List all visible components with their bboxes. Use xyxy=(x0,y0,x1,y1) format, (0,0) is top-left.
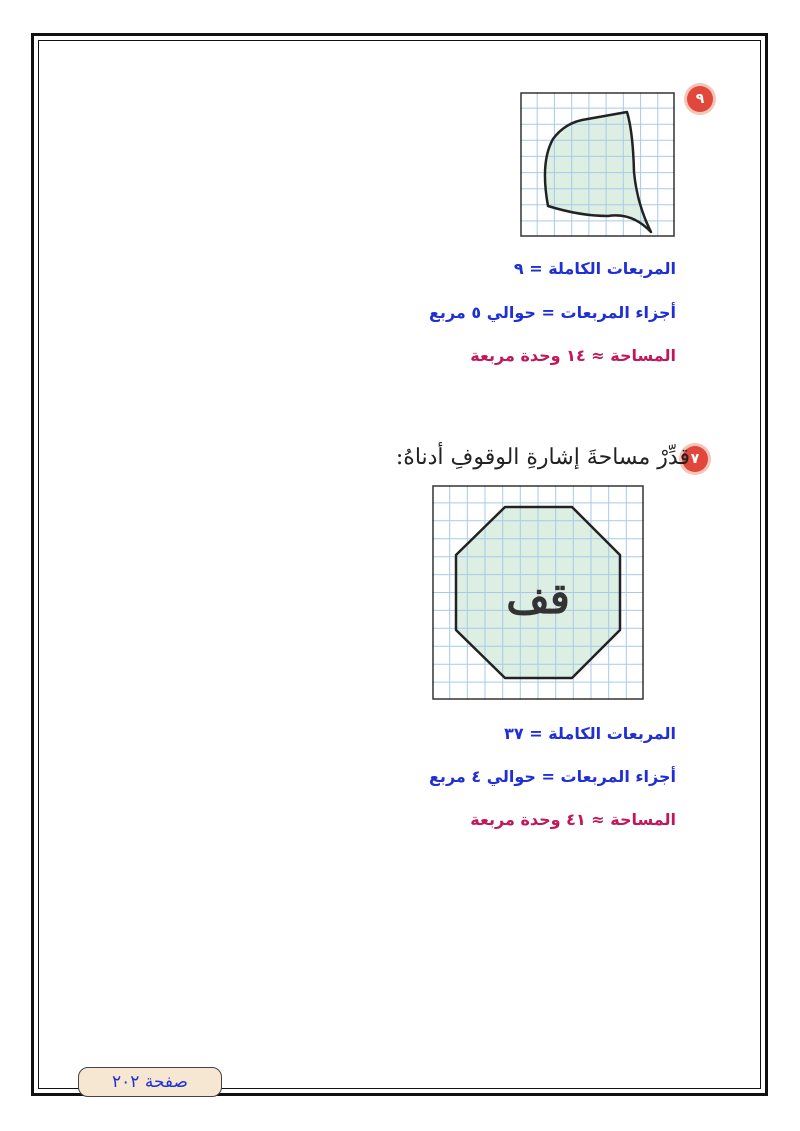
problem-7-partial-squares: أجزاء المربعات = حوالي ٤ مربع xyxy=(429,767,676,786)
problem-7-area: المساحة ≈ ٤١ وحدة مربعة xyxy=(470,810,676,829)
problem-6-area: المساحة ≈ ١٤ وحدة مربعة xyxy=(470,346,676,365)
problem-6-partial-squares: أجزاء المربعات = حوالي ٥ مربع xyxy=(429,303,676,322)
problem-7-full-squares: المربعات الكاملة = ٣٧ xyxy=(504,724,676,743)
problem-7-question: قدِّرْ مساحةَ إشارةِ الوقوفِ أدناهُ: xyxy=(395,445,690,470)
stop-sign-text: قف xyxy=(506,574,570,623)
problem-7-grid-figure xyxy=(432,485,644,700)
problem-6-grid-figure xyxy=(520,92,675,237)
problem-6-number-badge: ٩ xyxy=(687,86,713,112)
page-number-tab xyxy=(78,1067,222,1097)
problem-6-full-squares: المربعات الكاملة = ٩ xyxy=(513,259,676,278)
page-number-label: صفحة ٢٠٢ xyxy=(112,1072,188,1092)
problem-7-number-badge: ٧ xyxy=(682,446,708,472)
